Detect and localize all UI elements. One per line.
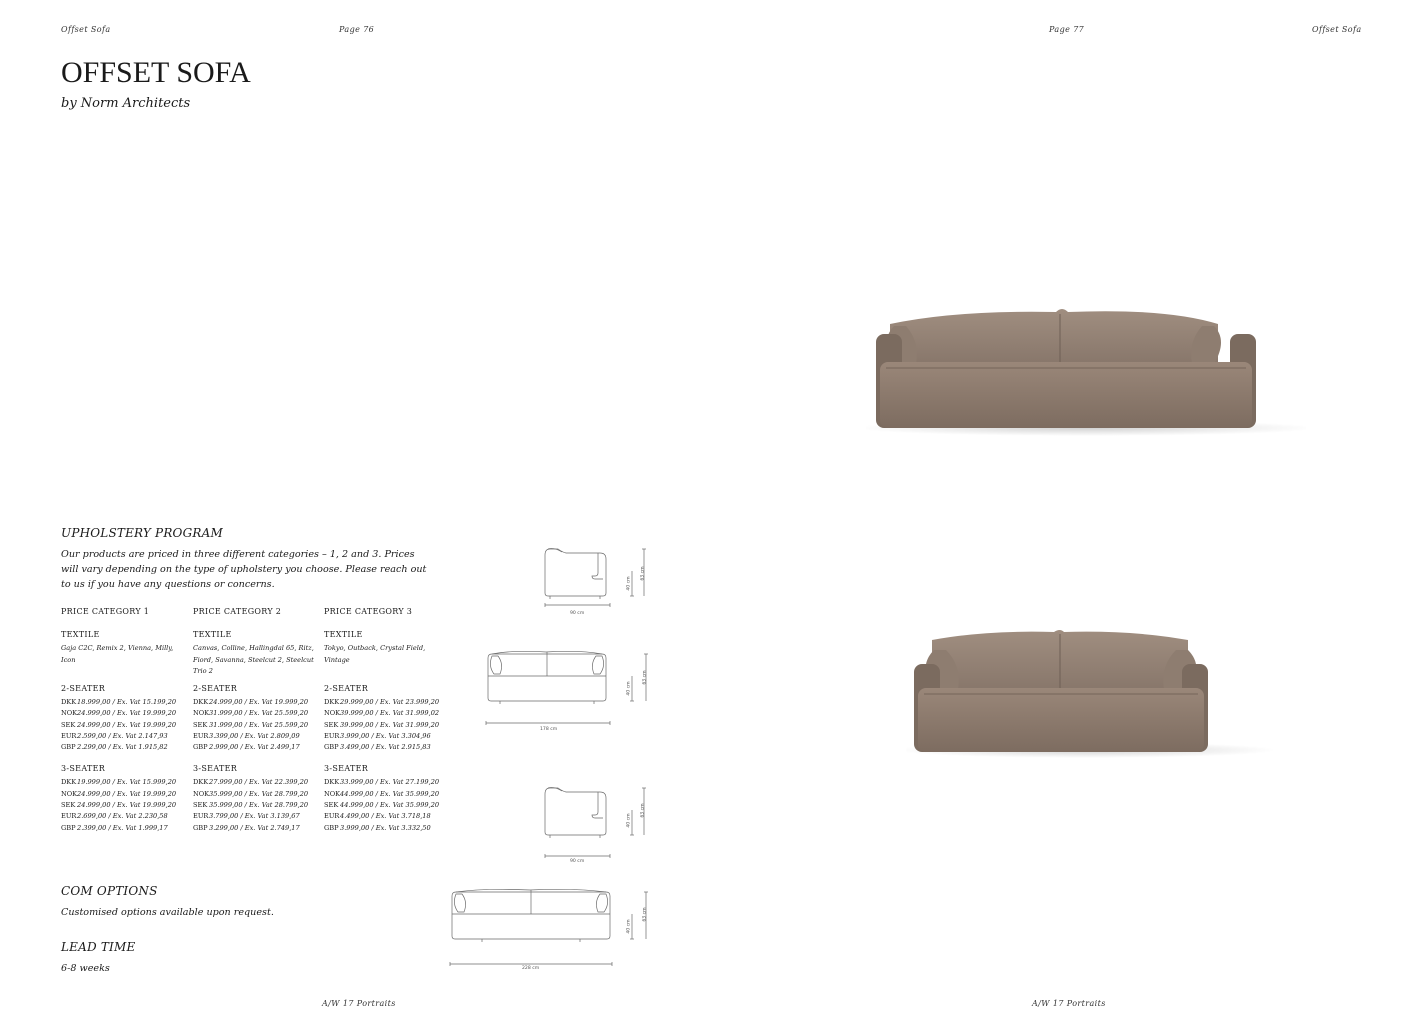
three-seater-prices (61, 777, 183, 833)
dimension-label: 40 cm (626, 919, 632, 934)
fabric-list: Canvas, Colline, Hallingdal 65, Ritz, Fiord, Savanna, Steelcut 2, Steelcut Trio 2 (193, 644, 314, 675)
fabric-list: Tokyo, Outback, Crystal Field, Vintage (324, 644, 426, 664)
price-row: GBP3.299,00 / Ex. Vat 2.749,17 (193, 823, 300, 832)
right-running-title: Offset Sofa (1312, 25, 1362, 34)
side-view-drawing (540, 543, 652, 619)
price-row: EUR3.999,00 / Ex. Vat 3.304,96 (324, 731, 431, 740)
three-seater-label: 3-SEATER (193, 764, 238, 774)
price-row: GBP3.999,00 / Ex. Vat 3.332,50 (324, 823, 431, 832)
dimension-label: 40 cm (626, 813, 632, 828)
price-row: SEK 35.999,00 / Ex. Vat 28.799,20 (193, 801, 309, 810)
upholstery-heading: UPHOLSTERY PROGRAM (61, 526, 223, 540)
dimension-label: 178 cm (540, 727, 558, 732)
dimension-label: 63 cm (640, 803, 646, 818)
category-name: PRICE CATEGORY 3 (324, 607, 413, 616)
three-seater-prices (193, 777, 315, 833)
dimension-label: 40 cm (626, 681, 632, 696)
textile-label: TEXTILE (61, 630, 100, 639)
com-options-text: Customised options available upon request. (61, 907, 274, 918)
price-row: NOK39.999,00 / Ex. Vat 31.999,02 (324, 709, 440, 718)
page-title: OFFSET SOFA (61, 56, 251, 89)
textile-label: TEXTILE (193, 630, 232, 639)
two-seater-sofa-image (906, 626, 1276, 760)
price-row: SEK 24.999,00 / Ex. Vat 19.999,20 (61, 720, 177, 729)
left-footer: A/W 17 Portraits (322, 999, 396, 1008)
price-category-3 (324, 607, 446, 834)
price-row: NOK24.999,00 / Ex. Vat 19.999,20 (61, 789, 177, 798)
price-row: SEK 39.999,00 / Ex. Vat 31.999,20 (324, 720, 440, 729)
price-row: SEK 44.999,00 / Ex. Vat 35.999,20 (324, 801, 440, 810)
price-row: DKK33.999,00 / Ex. Vat 27.199,20 (324, 778, 440, 787)
dimension-label: 63 cm (642, 907, 648, 922)
price-row: GBP2.299,00 / Ex. Vat 1.915,82 (61, 743, 168, 752)
dimension-label: 228 cm (522, 966, 540, 971)
two-seater-prices (193, 697, 315, 753)
dimension-label: 90 cm (570, 859, 585, 864)
three-seater-prices (324, 777, 446, 833)
category-name: PRICE CATEGORY 2 (193, 607, 282, 616)
price-row: NOK24.999,00 / Ex. Vat 19.999,20 (61, 709, 177, 718)
price-row: NOK44.999,00 / Ex. Vat 35.999,20 (324, 789, 440, 798)
price-row: EUR2.599,00 / Ex. Vat 2.147,93 (61, 731, 168, 740)
three-seater-label: 3-SEATER (61, 764, 106, 774)
dimension-label: 63 cm (640, 566, 646, 581)
price-row: NOK35.999,00 / Ex. Vat 28.799,20 (193, 789, 309, 798)
three-seater-sofa-image (866, 296, 1306, 438)
side-view-drawing (540, 780, 652, 862)
price-row: DKK19.999,00 / Ex. Vat 15.999,20 (61, 778, 177, 787)
price-row: NOK31.999,00 / Ex. Vat 25.599,20 (193, 709, 309, 718)
price-row: EUR3.799,00 / Ex. Vat 3.139,67 (193, 812, 300, 821)
fabric-list: Gaja C2C, Remix 2, Vienna, Milly, Icon (61, 644, 174, 664)
price-category-2 (193, 607, 315, 834)
price-row: DKK29.999,00 / Ex. Vat 23.999,20 (324, 698, 440, 706)
two-seater-label: 2-SEATER (61, 684, 106, 693)
price-row: DKK27.999,00 / Ex. Vat 22.399,20 (193, 778, 309, 787)
price-row: DKK18.999,00 / Ex. Vat 15.199,20 (61, 698, 177, 706)
front-view-3-seater-drawing (446, 884, 654, 974)
upholstery-intro: Our products are priced in three different categories – 1, 2 and 3. Prices will vary depending on the type of upholstery you choose. Please reach out to us if you have any questions or concerns. (61, 549, 427, 590)
com-options-heading: COM OPTIONS (61, 884, 158, 898)
price-row: SEK 31.999,00 / Ex. Vat 25.599,20 (193, 720, 309, 729)
category-name: PRICE CATEGORY 1 (61, 607, 150, 616)
two-seater-label: 2-SEATER (193, 684, 238, 693)
dimension-label: 40 cm (626, 576, 632, 591)
price-row: DKK24.999,00 / Ex. Vat 19.999,20 (193, 698, 309, 706)
price-row: SEK 24.999,00 / Ex. Vat 19.999,20 (61, 801, 177, 810)
two-seater-label: 2-SEATER (324, 684, 369, 693)
two-seater-prices (61, 697, 183, 753)
price-row: EUR4.499,00 / Ex. Vat 3.718,18 (324, 812, 431, 821)
right-page-number: Page 77 (1049, 25, 1085, 34)
price-category-1 (61, 607, 183, 834)
price-row: EUR2.699,00 / Ex. Vat 2.230,58 (61, 812, 168, 821)
left-running-title: Offset Sofa (61, 25, 111, 34)
price-row: GBP2.999,00 / Ex. Vat 2.499,17 (193, 743, 300, 752)
three-seater-label: 3-SEATER (324, 764, 369, 774)
price-row: GBP2.399,00 / Ex. Vat 1.999,17 (61, 823, 168, 832)
lead-time-text: 6-8 weeks (61, 963, 110, 974)
left-page-number: Page 76 (339, 25, 375, 34)
designer-byline: by Norm Architects (61, 96, 191, 111)
lead-time-heading: LEAD TIME (61, 940, 136, 954)
price-row: EUR3.399,00 / Ex. Vat 2.809,09 (193, 731, 300, 740)
dimension-label: 63 cm (642, 670, 648, 685)
right-footer: A/W 17 Portraits (1032, 999, 1106, 1008)
textile-label: TEXTILE (324, 630, 363, 639)
dimension-label: 90 cm (570, 611, 585, 616)
two-seater-prices (324, 697, 446, 753)
price-row: GBP3.499,00 / Ex. Vat 2.915,83 (324, 743, 431, 752)
